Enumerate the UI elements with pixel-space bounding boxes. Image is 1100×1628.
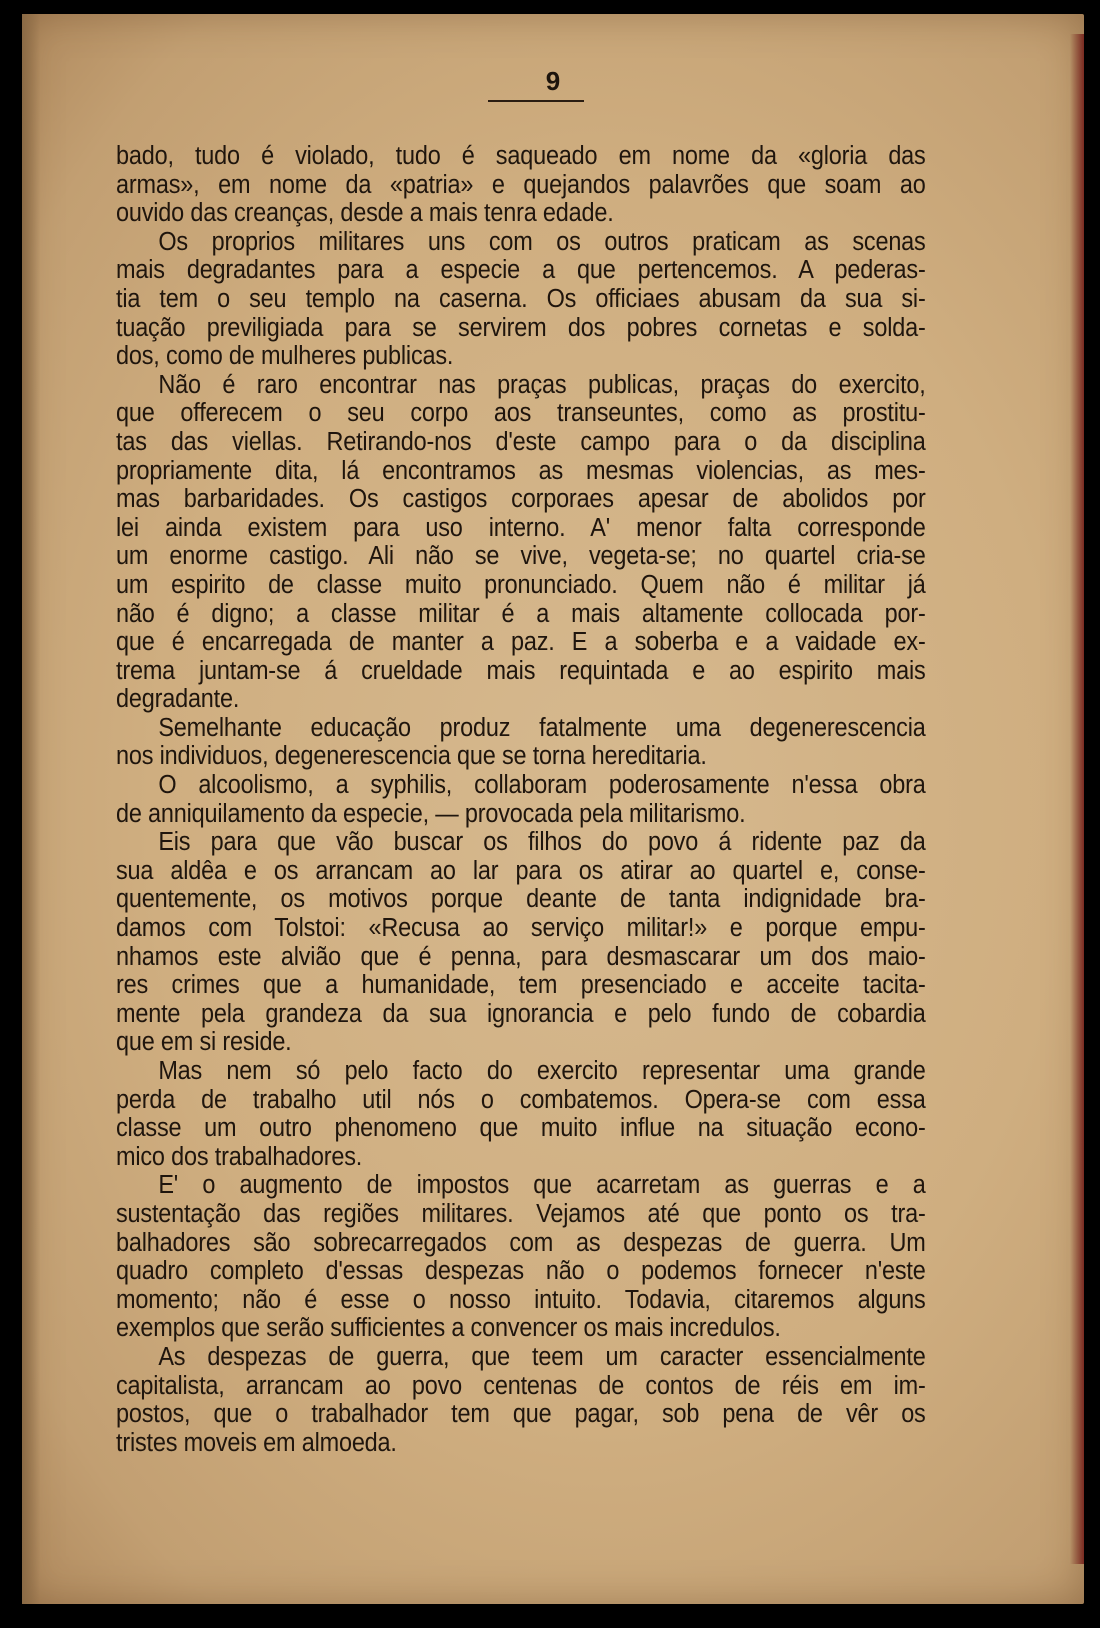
text-line: sustentação das regiões militares. Vejamos até que ponto os tra-: [116, 1199, 926, 1228]
page-number-rule: [488, 100, 584, 102]
page-edge-left: [22, 14, 40, 1604]
text-line: res crimes que a humanidade, tem presenciado e acceite tacita-: [116, 971, 926, 1000]
text-line: propriamente dita, lá encontramos as mesmas violencias, as mes-: [116, 456, 926, 485]
paragraph: [116, 828, 926, 1057]
text-line: bado, tudo é violado, tudo é saqueado em nome da «gloria das: [116, 142, 926, 170]
text-line: nhamos este alvião que é penna, para desmascarar um dos maio-: [116, 942, 926, 971]
text-line: momento; não é esse o nosso intuito. Todavia, citaremos alguns: [116, 1285, 926, 1314]
text-line: tristes moveis em almoeda.: [116, 1428, 397, 1457]
text-line: que offerecem o seu corpo aos transeuntes, como as prostitu-: [116, 399, 926, 428]
text-line: Eis para que vão buscar os filhos do povo á ridente paz da: [158, 828, 926, 857]
text-line: tas das viellas. Retirando-nos d'este campo para o da disciplina: [116, 427, 926, 456]
paragraph: [116, 1343, 926, 1457]
text-line: tia tem o seu templo na caserna. Os officiaes abusam da sua si-: [116, 284, 926, 313]
text-line: Os proprios militares uns com os outros praticam as scenas: [158, 227, 926, 256]
book-page: [22, 14, 1084, 1604]
paragraph: [116, 771, 926, 828]
text-line: perda de trabalho util nós o combatemos. Opera-se com essa: [116, 1085, 926, 1114]
text-line: degradante.: [116, 685, 240, 714]
text-line: não é digno; a classe militar é a mais altamente collocada por-: [116, 599, 926, 628]
text-line: Mas nem só pelo facto do exercito representar uma grande: [158, 1057, 926, 1085]
text-line: As despezas de guerra, que teem um caracter essencialmente: [158, 1342, 926, 1371]
text-line: mico dos trabalhadores.: [116, 1142, 363, 1171]
text-line: quadro completo d'essas despezas não o podemos fornecer n'este: [116, 1257, 926, 1286]
text-line: postos, que o trabalhador tem que pagar, sob pena de vêr os: [116, 1400, 926, 1429]
paragraph: [116, 1171, 926, 1343]
text-line: lei ainda existem para uso interno. A' menor falta corresponde: [116, 513, 926, 542]
text-line: trema juntam-se á crueldade mais requintada e ao espirito mais: [116, 656, 926, 685]
text-line: Semelhante educação produz fatalmente uma degenerescencia: [158, 713, 926, 742]
text-line: capitalista, arrancam ao povo centenas de contos de réis em im-: [116, 1371, 926, 1400]
text-line: nos individuos, degenerescencia que se torna hereditaria.: [116, 742, 707, 771]
paragraph: [116, 1057, 926, 1171]
page-number: 9: [545, 66, 561, 96]
page-edge-right: [1070, 34, 1084, 1564]
text-line: sua aldêa e os arrancam ao lar para os atirar ao quartel e, conse-: [116, 856, 926, 885]
body-text: [116, 142, 926, 1457]
text-line: O alcoolismo, a syphilis, collaboram poderosamente n'essa obra: [158, 771, 926, 800]
text-line: que é encarregada de manter a paz. E a soberba e a vaidade ex-: [116, 628, 926, 657]
text-line: tuação previligiada para se servirem dos pobres cornetas e solda-: [116, 313, 926, 342]
text-line: mente pela grandeza da sua ignorancia e pelo fundo de cobardia: [116, 999, 926, 1028]
text-line: exemplos que serão sufficientes a convencer os mais incredulos.: [116, 1314, 781, 1343]
paragraph: [116, 228, 926, 371]
text-line: Não é raro encontrar nas praças publicas, praças do exercito,: [158, 370, 926, 399]
text-line: armas», em nome da «patria» e quejandos palavrões que soam ao: [116, 170, 926, 199]
text-line: balhadores são sobrecarregados com as despezas de guerra. Um: [116, 1228, 926, 1257]
text-line: dos, como de mulheres publicas.: [116, 342, 454, 371]
text-line: mais degradantes para a especie a que pertencemos. A pederas-: [116, 256, 926, 285]
text-line: que em si reside.: [116, 1028, 292, 1057]
text-line: um enorme castigo. Ali não se vive, vegeta-se; no quartel cria-se: [116, 542, 926, 571]
text-line: quentemente, os motivos porque deante de tanta indignidade bra-: [116, 885, 926, 914]
text-line: ouvido das creanças, desde a mais tenra edade.: [116, 199, 614, 228]
text-line: damos com Tolstoi: «Recusa ao serviço militar!» e porque empu-: [116, 914, 926, 943]
paragraph: [116, 371, 926, 714]
text-line: mas barbaridades. Os castigos corporaes apesar de abolidos por: [116, 485, 926, 514]
paragraph: [116, 142, 926, 228]
text-line: de anniquilamento da especie, — provocada pela militarismo.: [116, 799, 746, 828]
paragraph: [116, 714, 926, 771]
text-line: classe um outro phenomeno que muito influe na situação econo-: [116, 1114, 926, 1143]
text-line: E' o augmento de impostos que acarretam as guerras e a: [158, 1171, 926, 1200]
text-line: um espirito de classe muito pronunciado. Quem não é militar já: [116, 570, 926, 599]
